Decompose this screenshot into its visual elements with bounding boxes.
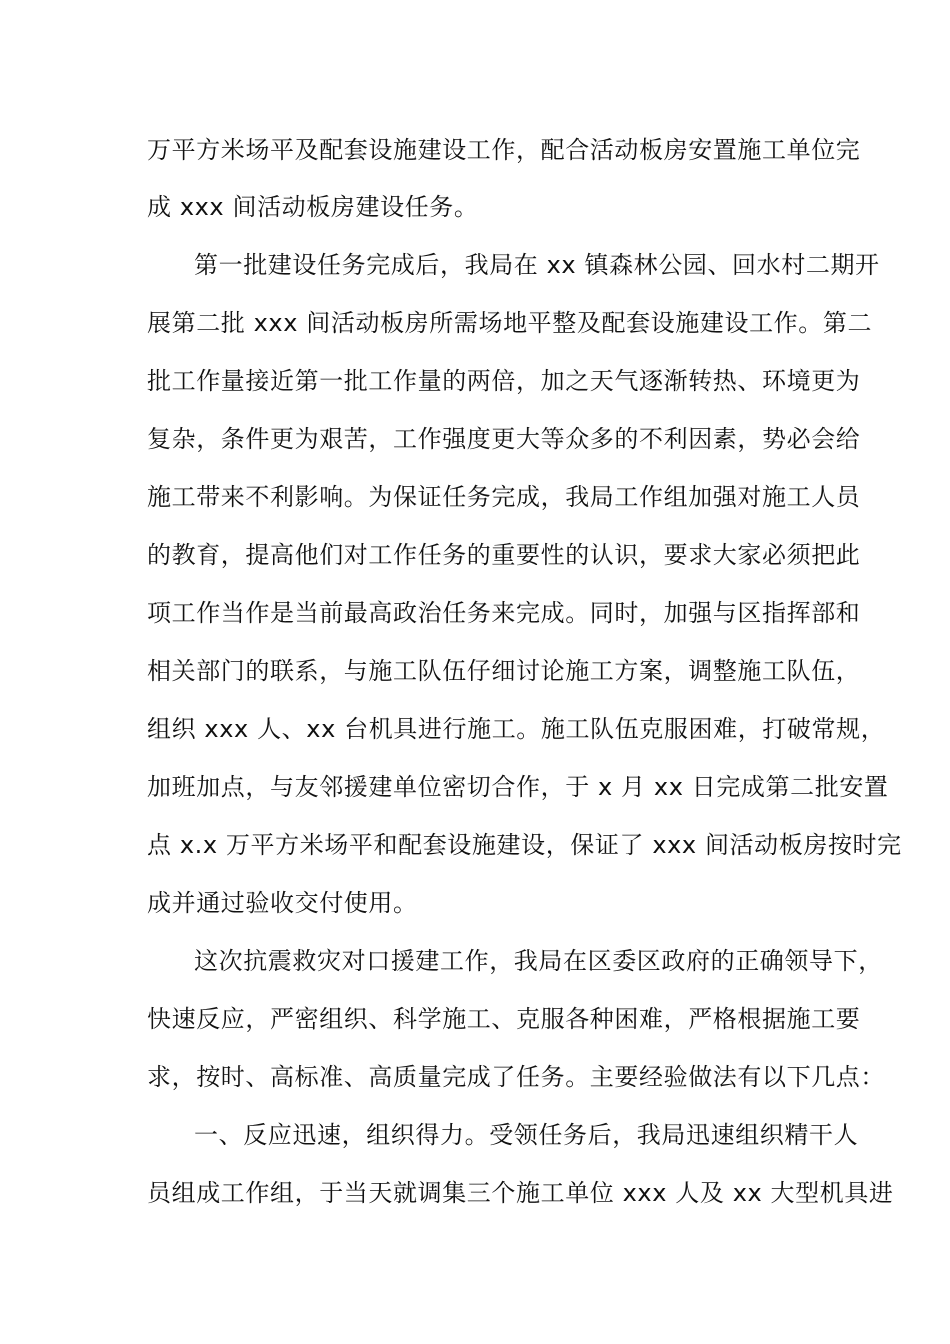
- text-line: 的教育，提高他们对工作任务的重要性的认识，要求大家必须把此: [147, 541, 861, 569]
- text-line: 成 xxx 间活动板房建设任务。: [147, 193, 479, 221]
- text-line: 组织 xxx 人、xx 台机具进行施工。施工队伍克服困难，打破常规，: [147, 715, 886, 743]
- text-line: 员组成工作组，于当天就调集三个施工单位 xxx 人及 xx 大型机具进: [147, 1179, 894, 1207]
- text-line: 批工作量接近第一批工作量的两倍，加之天气逐渐转热、环境更为: [147, 367, 861, 395]
- text-line: 加班加点，与友邻援建单位密切合作，于 x 月 xx 日完成第二批安置: [147, 773, 889, 801]
- text-line: 求，按时、高标准、高质量完成了任务。主要经验做法有以下几点：: [147, 1063, 885, 1091]
- text-line: 项工作当作是当前最高政治任务来完成。同时，加强与区指挥部和: [147, 599, 861, 627]
- text-line: 成并通过验收交付使用。: [147, 889, 418, 917]
- paragraph-first-line: 第一批建设任务完成后，我局在 xx 镇森林公园、回水村二期开: [194, 251, 880, 279]
- text-line: 快速反应，严密组织、科学施工、克服各种困难，严格根据施工要: [147, 1005, 861, 1033]
- text-line: 万平方米场平及配套设施建设工作，配合活动板房安置施工单位完: [147, 136, 861, 164]
- text-line: 点 x.x 万平方米场平和配套设施建设，保证了 xxx 间活动板房按时完: [147, 831, 902, 859]
- paragraph-first-line: 这次抗震救灾对口援建工作，我局在区委区政府的正确领导下，: [194, 947, 883, 975]
- text-line: 展第二批 xxx 间活动板房所需场地平整及配套设施建设工作。第二: [147, 309, 873, 337]
- text-line: 相关部门的联系，与施工队伍仔细讨论施工方案，调整施工队伍，: [147, 657, 861, 685]
- text-line: 复杂，条件更为艰苦，工作强度更大等众多的不利因素，势必会给: [147, 425, 861, 453]
- paragraph-first-line: 一、反应迅速，组织得力。受领任务后，我局迅速组织精干人: [194, 1121, 859, 1149]
- text-line: 施工带来不利影响。为保证任务完成，我局工作组加强对施工人员: [147, 483, 861, 511]
